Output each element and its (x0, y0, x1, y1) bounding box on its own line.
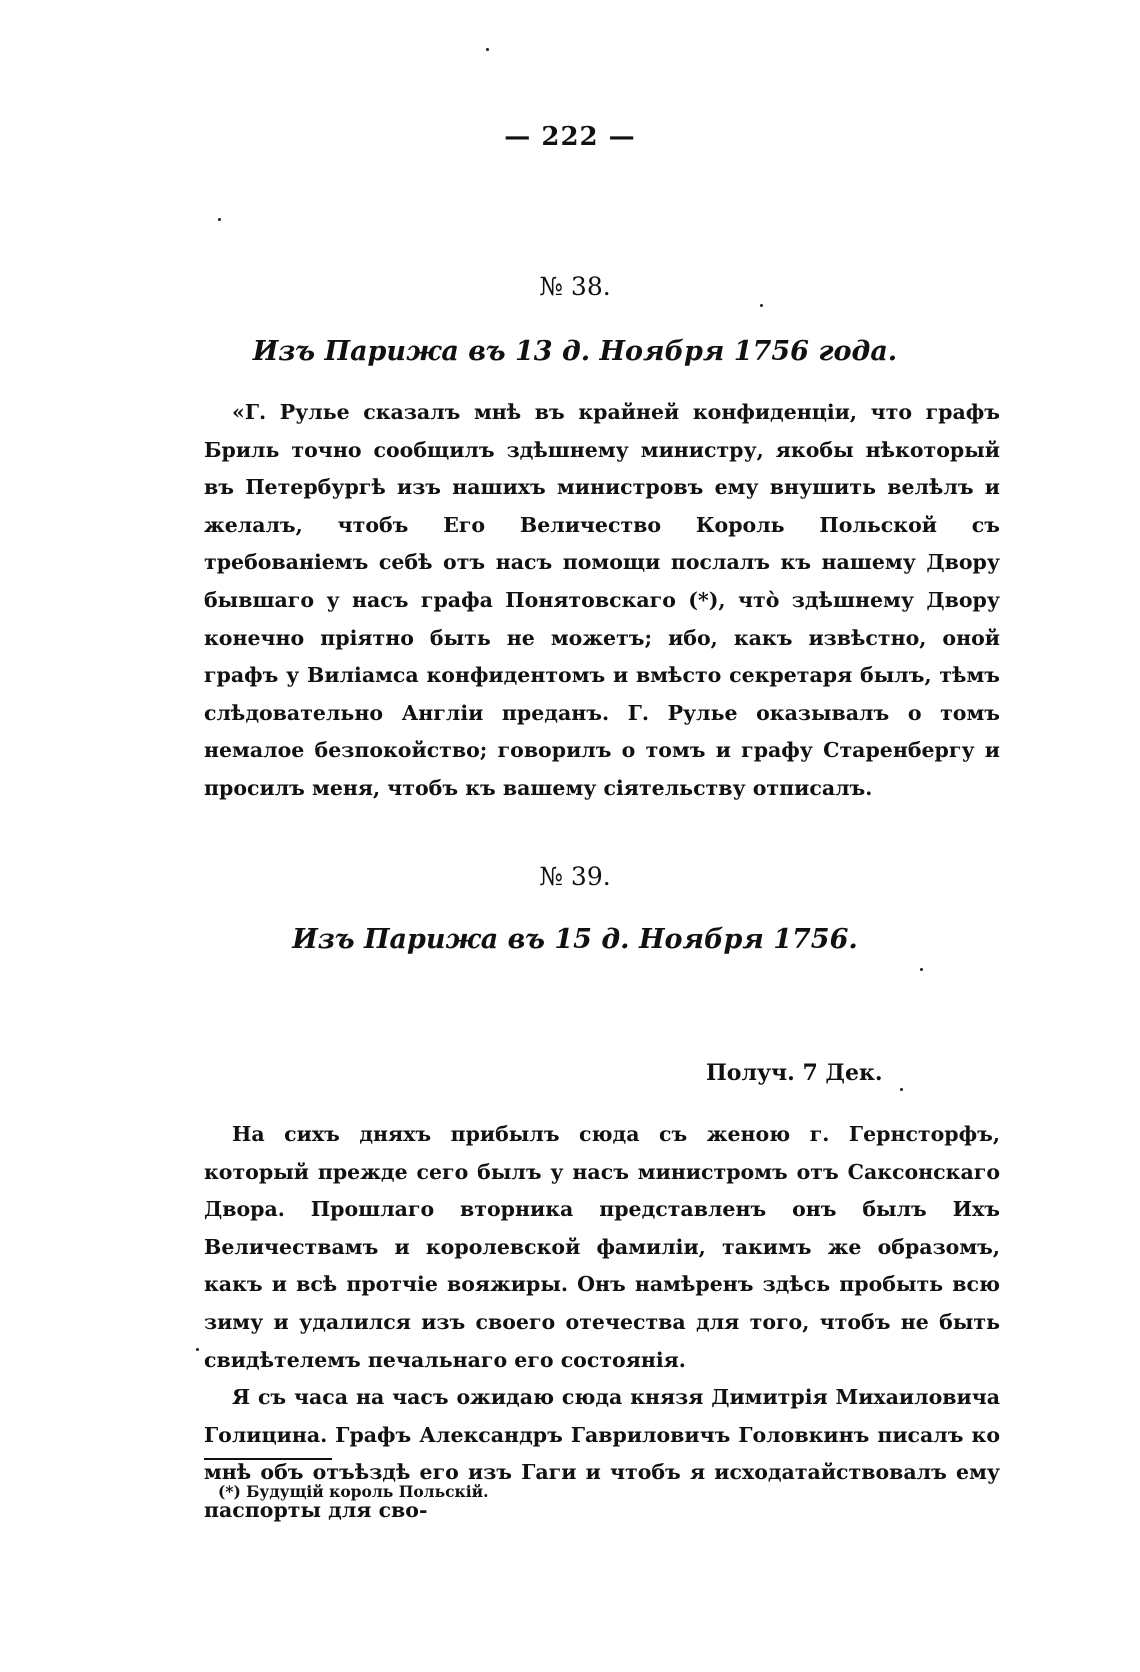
footnote: (*) Будущій король Польскій. (218, 1482, 489, 1501)
document-number: № 39. (539, 862, 611, 891)
paragraph: «Г. Рулье сказалъ мнѣ въ крайней конфиденціи, что графъ Бриль точно сообщилъ здѣшнему министру, якобы нѣкоторый въ Петербургѣ изъ нашихъ министровъ ему внушить велѣлъ и желалъ, чтобъ Его Величество Король Польской съ требованіемъ себѣ отъ насъ помощи послалъ къ нашему Двору бывшаго у насъ графа Понятовскаго (*), что̀ здѣшнему Двору конечно пріятно быть не можетъ; ибо, какъ извѣстно, оной графъ у Виліамса конфидентомъ и вмѣсто секретаря былъ, тѣмъ слѣдовательно Англіи преданъ. Г. Рулье оказывалъ о томъ немалое безпокойство; говорилъ о томъ и графу Старенбергу и просилъ меня, чтобъ къ вашему сіятельству отписалъ. (204, 400, 1000, 800)
scan-speck (900, 1088, 903, 1091)
scan-speck (196, 1348, 199, 1351)
scan-speck (760, 304, 763, 307)
footnote-rule (204, 1458, 332, 1460)
page-number: — 222 — (504, 122, 636, 152)
letter-body (204, 1116, 1000, 1530)
scan-speck (486, 48, 489, 51)
letter-body (204, 394, 1000, 808)
paragraph: На сихъ дняхъ прибылъ сюда съ женою г. Гернсторфъ, который прежде сего былъ у насъ министромъ отъ Саксонскаго Двора. Прошлаго вторника представленъ онъ былъ Ихъ Величествамъ и королевской фамиліи, такимъ же образомъ, какъ и всѣ протчіе вояжиры. Онъ намѣренъ здѣсь пробыть всю зиму и удалился изъ своего отечества для того, чтобъ не быть свидѣтелемъ печальнаго его состоянія. (204, 1122, 1000, 1372)
document-number: № 38. (539, 272, 611, 301)
document-header: Изъ Парижа въ 15 д. Ноября 1756. (292, 924, 858, 955)
paragraph: Я съ часа на часъ ожидаю сюда князя Димитрія Михаиловича Голицина. Графъ Александръ Гавриловичъ Головкинъ писалъ ко мнѣ объ отъѣздѣ его изъ Гаги и чтобъ я исходатайствовалъ ему паспорты для сво- (204, 1385, 1000, 1522)
scan-speck (920, 968, 923, 971)
scan-speck (218, 218, 221, 221)
received-note: Получ. 7 Дек. (706, 1060, 883, 1086)
document-header: Изъ Парижа въ 13 д. Ноября 1756 года. (252, 336, 898, 367)
